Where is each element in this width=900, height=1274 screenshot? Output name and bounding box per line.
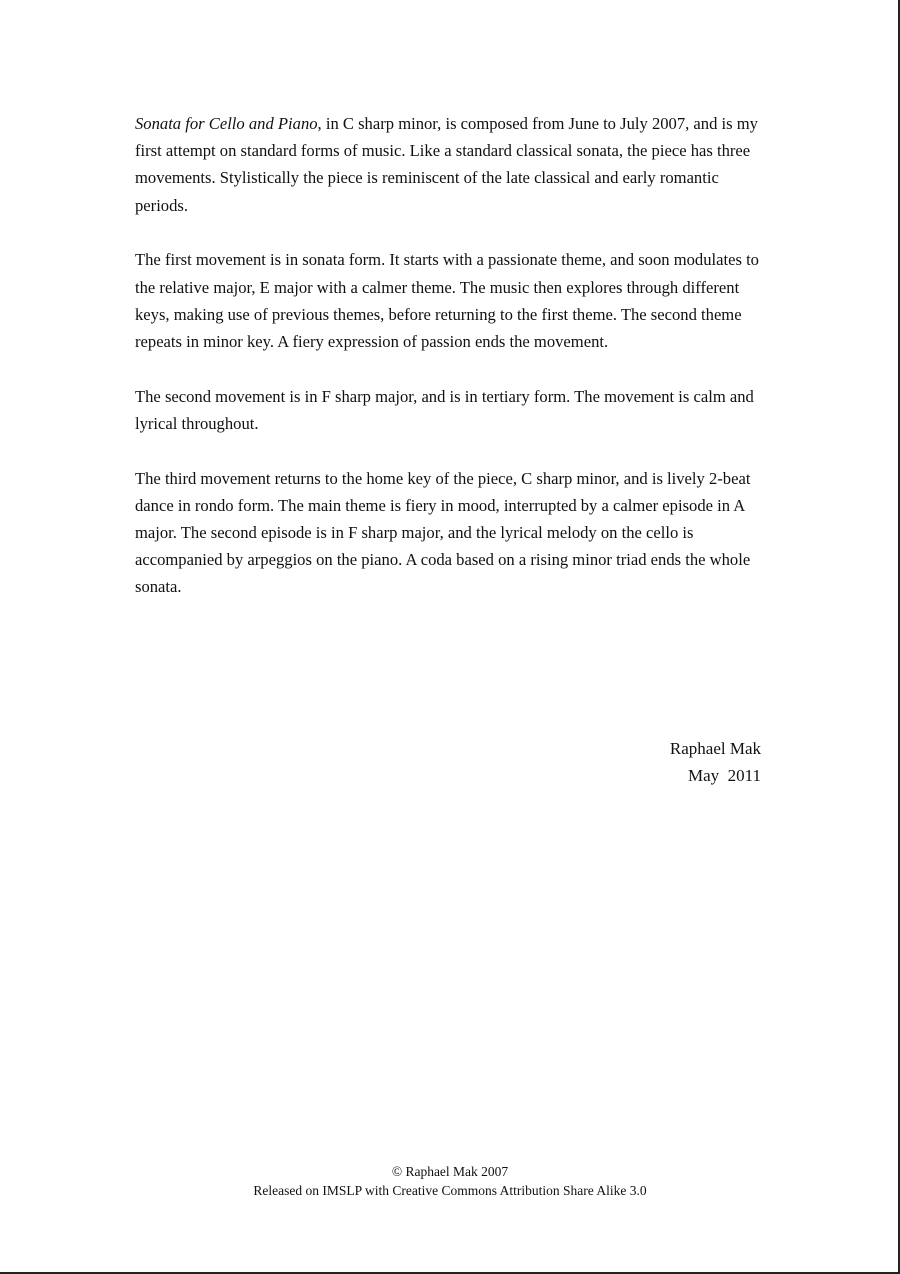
author-name: Raphael Mak — [669, 739, 761, 758]
work-title: Sonata for Cello and Piano — [135, 114, 318, 133]
first-movement-paragraph: The first movement is in sonata form. It starts with a passionate theme, and soon modulates to the relative major, E major with a calmer theme. The music then explores through different keys, making use of previous themes, before returning to the first theme. The second theme repeats in minor key. A fiery expression of passion ends the movement. — [135, 250, 759, 351]
intro-paragraph — [135, 110, 775, 219]
signature-date: May 2011 — [687, 766, 761, 785]
signature-block — [670, 735, 761, 789]
license-line: Released on IMSLP with Creative Commons Attribution Share Alike 3.0 — [253, 1182, 647, 1198]
page-footer — [0, 1163, 900, 1200]
second-movement-paragraph: The second movement is in F sharp major, and is in tertiary form. The movement is calm and lyrical throughout. — [135, 386, 754, 433]
third-movement-paragraph: The third movement returns to the home key of the piece, C sharp minor, and is lively 2-beat dance in rondo form. The main theme is fiery in mood, interrupted by a calmer episode in A major. The second episode is in F sharp major, and the lyrical melody on the cello is accompanied by arpeggios on the piano. A coda based on a rising minor triad ends the whole sonata. — [135, 468, 751, 597]
intro-text: , in C sharp minor, is composed from June to July 2007, and is my first attempt on standard forms of music. Like a standard classical sonata, the piece has three movements. Stylistically the piece is reminiscent of the late classical and early romantic periods. — [135, 114, 758, 215]
program-notes — [135, 110, 775, 628]
copyright-line: © Raphael Mak 2007 — [391, 1164, 509, 1179]
